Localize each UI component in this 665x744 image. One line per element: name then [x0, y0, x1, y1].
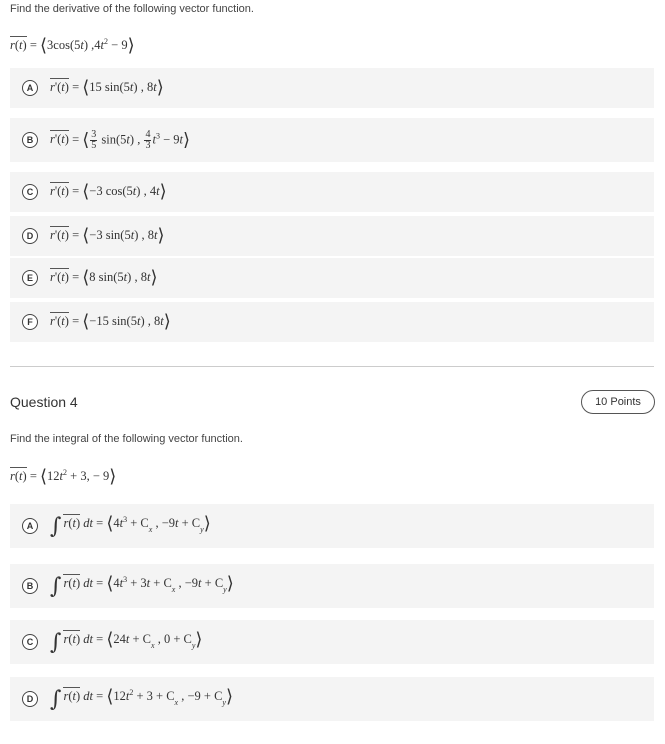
option-b-expression: r'(t) = ⟨ $\frac{3}{5}$ sin(5t) , $\frac{4}{3}$ $t^3$ − 9t⟩ [50, 128, 191, 151]
option-letter: C [22, 634, 38, 650]
question-3-prompt: Find the derivative of the following vector function. [10, 3, 254, 15]
option-e[interactable] [10, 258, 654, 298]
option-letter: C [22, 184, 38, 200]
q4-option-b[interactable] [10, 564, 654, 608]
q4-option-b-expression: ∫ r(t) dt = $⟨4t^3 + 3t + C_x$ , $-9t + C_y⟩$ [50, 572, 234, 599]
q4-option-c-expression: ∫ r(t) dt = ⟨24t + $C_x$ , $0 + C_y⟩$ [50, 628, 203, 655]
option-a-expression: r'(t) = ⟨15 sin(5t) , 8t⟩ [50, 77, 164, 98]
points-badge: 10 Points [581, 390, 655, 414]
question-4-prompt: Find the integral of the following vector function. [10, 433, 243, 445]
q4-option-c[interactable] [10, 620, 654, 664]
question-4-title: Question 4 [10, 394, 78, 410]
option-letter: D [22, 228, 38, 244]
option-letter: B [22, 132, 38, 148]
option-d-expression: r'(t) = ⟨−3 sin(5t) , 8t⟩ [50, 225, 165, 246]
q4-option-a-expression: ∫ r(t) dt = $⟨4t^3 + C_x$ , $-9t + C_y⟩$ [50, 512, 211, 539]
option-letter: A [22, 518, 38, 534]
q4-option-d[interactable] [10, 677, 654, 721]
q4-option-d-expression: ∫ r(t) dt = $⟨12t^2 + 3 + C_x$ , $-9 + C_y⟩$ [50, 685, 234, 712]
option-letter: E [22, 270, 38, 286]
option-e-expression: r'(t) = ⟨8 sin(5t) , 8t⟩ [50, 267, 158, 288]
question-4-function: $r(t) = ⟨12t^2 + 3$, − 9⟩ [10, 466, 117, 487]
question-3-function: r(t) = ⟨3cos(5t) $,4t^2$ − 9⟩ [10, 35, 135, 56]
option-c[interactable] [10, 172, 654, 212]
option-a[interactable] [10, 68, 654, 108]
question-divider [10, 366, 654, 367]
option-b[interactable] [10, 118, 654, 162]
option-f-expression: r'(t) = ⟨−15 sin(5t) , 8t⟩ [50, 311, 171, 332]
option-letter: A [22, 80, 38, 96]
option-letter: B [22, 578, 38, 594]
q4-option-a[interactable] [10, 504, 654, 548]
option-f[interactable] [10, 302, 654, 342]
option-letter: D [22, 691, 38, 707]
option-c-expression: r'(t) = ⟨−3 cos(5t) , 4t⟩ [50, 181, 167, 202]
option-letter: F [22, 314, 38, 330]
option-d[interactable] [10, 216, 654, 256]
